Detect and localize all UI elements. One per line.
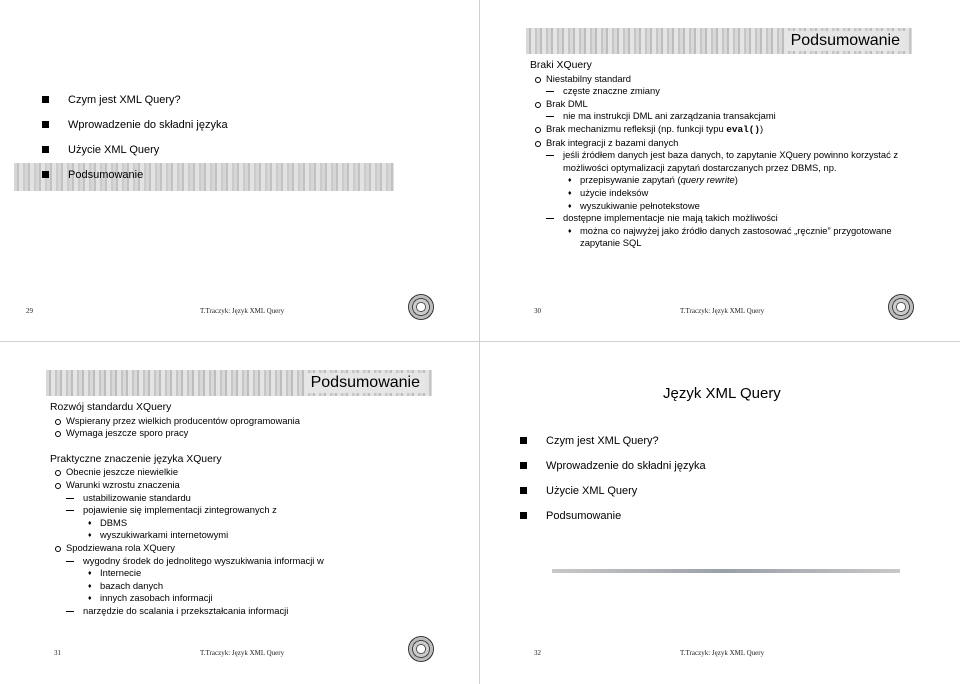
list-item xyxy=(530,85,950,98)
menu-item-label: Wprowadzenie do składni języka xyxy=(68,119,228,131)
footer-text: T.Traczyk: Język XML Query xyxy=(680,649,765,657)
square-bullet-icon xyxy=(520,512,527,519)
item-text: Wymaga jeszcze sporo pracy xyxy=(66,427,189,439)
item-text: Warunki wzrostu znaczenia xyxy=(66,478,180,490)
list-item xyxy=(530,200,950,213)
round-bullet-icon xyxy=(55,419,61,425)
menu-item-czym-jest[interactable] xyxy=(68,93,181,107)
list-item xyxy=(50,466,470,479)
item-text: wygodny środek do jednolitego wyszukiwania informacji w xyxy=(83,554,324,566)
title-bar xyxy=(526,28,912,54)
list-item xyxy=(50,504,470,517)
list-item xyxy=(50,517,470,530)
round-bullet-icon xyxy=(55,470,61,476)
dash-bullet-icon xyxy=(66,498,74,499)
slide-29 xyxy=(12,8,472,338)
menu-item-wprowadzenie[interactable] xyxy=(68,118,228,132)
item-text: ustabilizowanie standardu xyxy=(83,491,191,503)
square-bullet-icon xyxy=(520,487,527,494)
dash-bullet-icon xyxy=(546,116,554,117)
list-item-continued xyxy=(530,162,950,175)
footer-text: T.Traczyk: Język XML Query xyxy=(200,649,285,657)
list-item xyxy=(50,580,470,593)
item-text: Wspierany przez wielkich producentów oprogramowania xyxy=(66,414,300,426)
separator-bar xyxy=(552,569,900,573)
footer-text: T.Traczyk: Język XML Query xyxy=(680,307,765,315)
list-item xyxy=(530,137,950,150)
section-heading: Braki XQuery xyxy=(530,60,592,71)
round-bullet-icon xyxy=(55,546,61,552)
page-number: 31 xyxy=(54,649,61,657)
list-item xyxy=(530,174,950,187)
item-text: Brak mechanizmu refleksji (np. funkcji typu xyxy=(546,122,727,134)
menu-item-label: Wprowadzenie do składni języka xyxy=(546,460,706,472)
list-item xyxy=(530,123,950,137)
menu-item-label: Podsumowanie xyxy=(68,169,144,181)
diamond-bullet-icon: ♦ xyxy=(88,595,92,603)
dash-bullet-icon xyxy=(546,218,554,219)
slide-30 xyxy=(492,8,952,338)
diamond-bullet-icon: ♦ xyxy=(88,570,92,578)
item-text: użycie indeksów xyxy=(580,186,649,198)
diamond-bullet-icon: ♦ xyxy=(568,189,572,197)
item-text: Obecnie jeszcze niewielkie xyxy=(66,466,179,478)
page-number: 30 xyxy=(534,307,541,315)
list-item xyxy=(50,592,470,605)
round-bullet-icon xyxy=(535,77,541,83)
footer-text: T.Traczyk: Język XML Query xyxy=(200,307,285,315)
page-divider-vertical xyxy=(479,0,480,684)
diamond-bullet-icon: ♦ xyxy=(568,227,572,235)
diamond-bullet-icon: ♦ xyxy=(88,519,92,527)
diamond-bullet-icon: ♦ xyxy=(568,202,572,210)
list-item xyxy=(50,492,470,505)
item-text: pojawienie się implementacji zintegrowanych z xyxy=(83,504,277,516)
italic-text: query rewrite xyxy=(680,174,735,186)
dash-bullet-icon xyxy=(66,561,74,562)
item-text: wyszukiwarkami internetowymi xyxy=(100,529,229,541)
item-text: narzędzie do scalania i przekształcania informacji xyxy=(83,604,289,616)
slide-title: Podsumowanie xyxy=(785,31,906,51)
menu-item-label: Użycie XML Query xyxy=(546,485,638,497)
square-bullet-icon xyxy=(42,146,49,153)
page-number: 29 xyxy=(26,307,33,315)
menu-item-label: Podsumowanie xyxy=(546,510,622,522)
list-item-continued xyxy=(530,237,950,250)
menu-item-uzycie[interactable] xyxy=(546,484,637,498)
menu-item-label: Użycie XML Query xyxy=(68,144,160,156)
item-text: zapytanie SQL xyxy=(580,237,642,249)
item-text: ) xyxy=(734,174,738,186)
item-text: wyszukiwanie pełnotekstowe xyxy=(580,199,700,211)
round-bullet-icon xyxy=(535,141,541,147)
list-item xyxy=(50,427,470,440)
item-text: DBMS xyxy=(100,516,128,528)
item-text: innych zasobach informacji xyxy=(100,592,213,604)
diamond-bullet-icon: ♦ xyxy=(88,532,92,540)
diamond-bullet-icon: ♦ xyxy=(88,582,92,590)
slide-31 xyxy=(12,350,472,680)
round-bullet-icon xyxy=(535,102,541,108)
list-item xyxy=(50,415,470,428)
item-text: nie ma instrukcji DML ani zarządzania transakcjami xyxy=(563,110,776,122)
item-text: Internecie xyxy=(100,567,142,579)
item-text: przepisywanie zapytań ( xyxy=(580,174,681,186)
round-bullet-icon xyxy=(55,431,61,437)
title-bar xyxy=(46,370,432,396)
menu-item-wprowadzenie[interactable] xyxy=(546,459,706,473)
item-text: jeśli źródłem danych jest baza danych, to zapytanie XQuery powinno korzystać z xyxy=(563,149,899,161)
item-text: ) xyxy=(760,122,764,134)
university-seal-icon xyxy=(888,294,914,320)
list-item xyxy=(530,110,950,123)
dash-bullet-icon xyxy=(66,510,74,511)
menu-item-label: Czym jest XML Query? xyxy=(546,435,659,447)
list-item xyxy=(530,98,950,111)
list-item xyxy=(50,555,470,568)
menu-item-uzycie[interactable] xyxy=(68,143,159,157)
round-bullet-icon xyxy=(55,483,61,489)
section-heading: Rozwój standardu XQuery xyxy=(50,402,172,413)
university-seal-icon xyxy=(408,294,434,320)
item-text: Niestabilny standard xyxy=(546,72,631,84)
square-bullet-icon xyxy=(42,171,49,178)
section-heading: Praktyczne znaczenie języka XQuery xyxy=(50,453,222,465)
page-divider-horizontal xyxy=(0,341,960,342)
item-text: częste znaczne zmiany xyxy=(563,85,660,97)
slide-title: Język XML Query xyxy=(663,385,781,402)
square-bullet-icon xyxy=(42,121,49,128)
list-item xyxy=(50,529,470,542)
square-bullet-icon xyxy=(520,437,527,444)
slide-content xyxy=(50,402,470,618)
slide-32 xyxy=(492,350,952,680)
list-item xyxy=(50,567,470,580)
diamond-bullet-icon: ♦ xyxy=(568,177,572,185)
round-bullet-icon xyxy=(535,127,541,133)
slide-title: Podsumowanie xyxy=(305,373,426,393)
dash-bullet-icon xyxy=(66,611,74,612)
menu-item-czym-jest[interactable] xyxy=(546,434,659,448)
item-text: Brak DML xyxy=(546,97,588,109)
list-item xyxy=(530,225,950,238)
list-item xyxy=(530,73,950,86)
list-item xyxy=(50,605,470,618)
list-item xyxy=(530,212,950,225)
menu-item-podsumowanie[interactable] xyxy=(546,509,621,523)
menu-item-label: Czym jest XML Query? xyxy=(68,94,181,106)
item-text: Spodziewana rola XQuery xyxy=(66,541,175,553)
spacer xyxy=(50,440,470,454)
university-seal-icon xyxy=(408,636,434,662)
code-text: eval() xyxy=(726,123,761,135)
page-number: 32 xyxy=(534,649,541,657)
dash-bullet-icon xyxy=(546,155,554,156)
item-text: dostępne implementacje nie mają takich możliwości xyxy=(563,212,778,224)
item-text: można co najwyżej jako źródło danych zastosować „ręcznie” przygotowane xyxy=(580,224,892,236)
item-text: Brak integracji z bazami danych xyxy=(546,136,679,148)
list-item xyxy=(50,479,470,492)
square-bullet-icon xyxy=(520,462,527,469)
list-item xyxy=(530,187,950,200)
menu-item-podsumowanie[interactable] xyxy=(68,168,143,182)
list-item xyxy=(50,542,470,555)
item-text: możliwości optymalizacji zapytań dostarczanych przez DBMS, np. xyxy=(563,161,837,173)
square-bullet-icon xyxy=(42,96,49,103)
slide-content xyxy=(530,60,950,250)
item-text: bazach danych xyxy=(100,579,164,591)
dash-bullet-icon xyxy=(546,91,554,92)
list-item xyxy=(530,149,950,162)
